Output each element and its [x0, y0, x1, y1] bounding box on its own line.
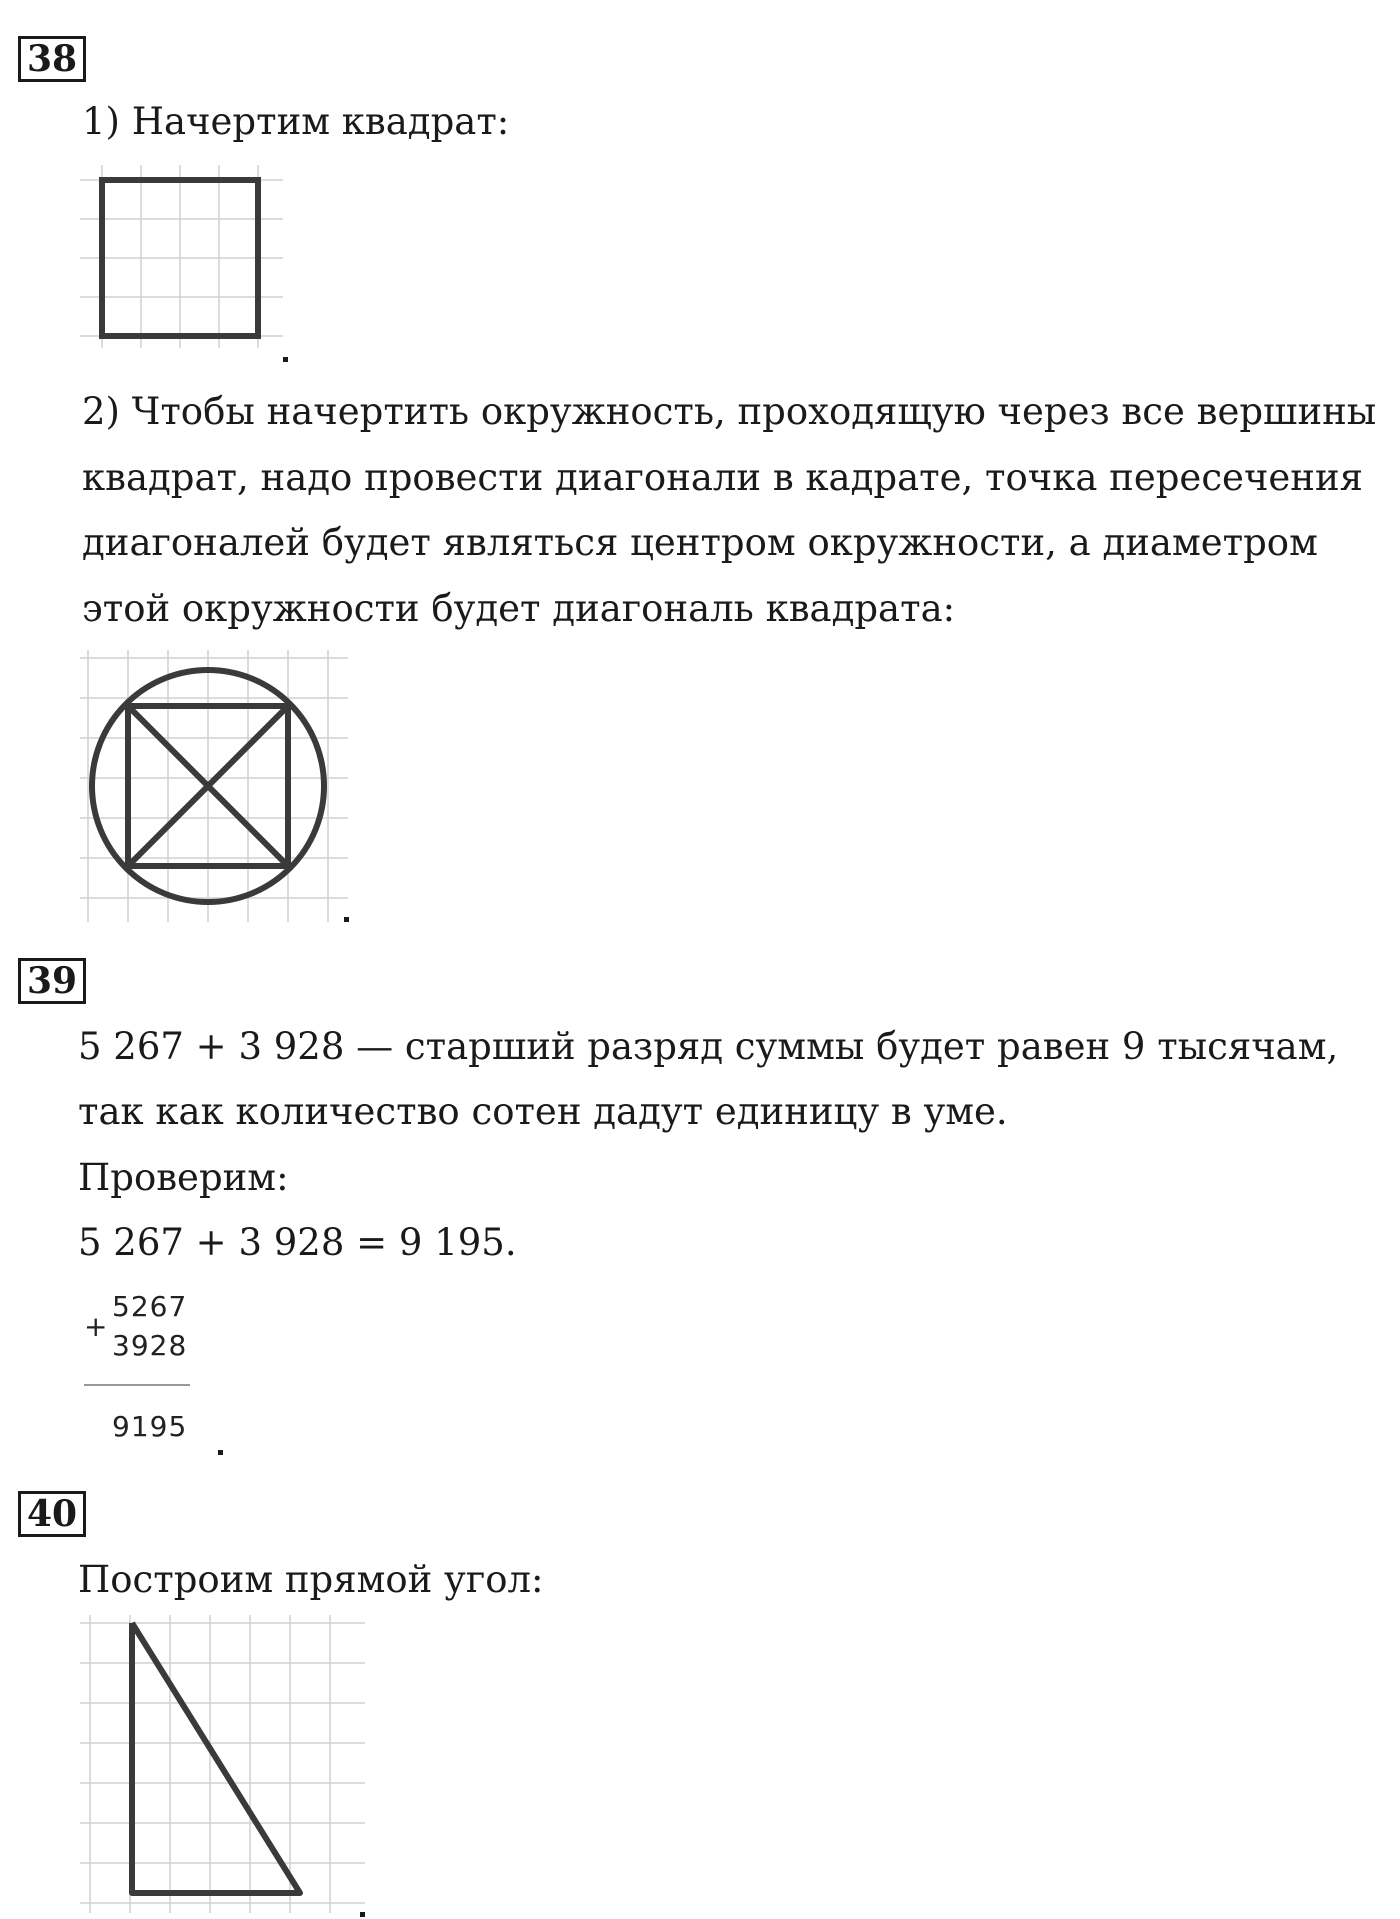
task-number-39: 39: [18, 958, 86, 1004]
period-mark: [218, 1450, 223, 1455]
circle-square-figure: [80, 650, 350, 925]
task38-step2-line1: 2) Чтобы начертить окружность, проходящую через все вершины: [82, 390, 1377, 433]
task39-line2: так как количество сотен дадут единицу в уме.: [78, 1090, 1008, 1133]
task-number-38: 38: [18, 36, 86, 82]
square-figure: [78, 165, 288, 350]
task39-line4: 5 267 + 3 928 = 9 195.: [78, 1221, 517, 1264]
sum-line: [84, 1384, 190, 1386]
task38-step1: 1) Начертим квадрат:: [82, 100, 510, 143]
task39-line1: 5 267 + 3 928 — старший разряд суммы будет равен 9 тысячам,: [78, 1025, 1339, 1068]
task40-line: Построим прямой угол:: [78, 1558, 544, 1601]
period-mark: [283, 357, 288, 362]
right-triangle-figure: [80, 1615, 370, 1915]
addend-1: 5267: [112, 1290, 188, 1323]
period-mark: [344, 917, 349, 922]
task38-step2-line4: этой окружности будет диагональ квадрата:: [82, 587, 956, 630]
task38-step2-line2: квадрат, надо провести диагонали в кадрате, точка пересечения: [82, 456, 1363, 499]
task39-line3: Проверим:: [78, 1156, 289, 1199]
plus-sign: +: [84, 1310, 109, 1343]
sum-result: 9195: [112, 1410, 188, 1443]
task38-step2-line3: диагоналей будет являться центром окружности, а диаметром: [82, 521, 1318, 564]
period-mark: [360, 1912, 365, 1917]
addend-2: 3928: [112, 1329, 188, 1362]
task-number-40: 40: [18, 1491, 86, 1537]
